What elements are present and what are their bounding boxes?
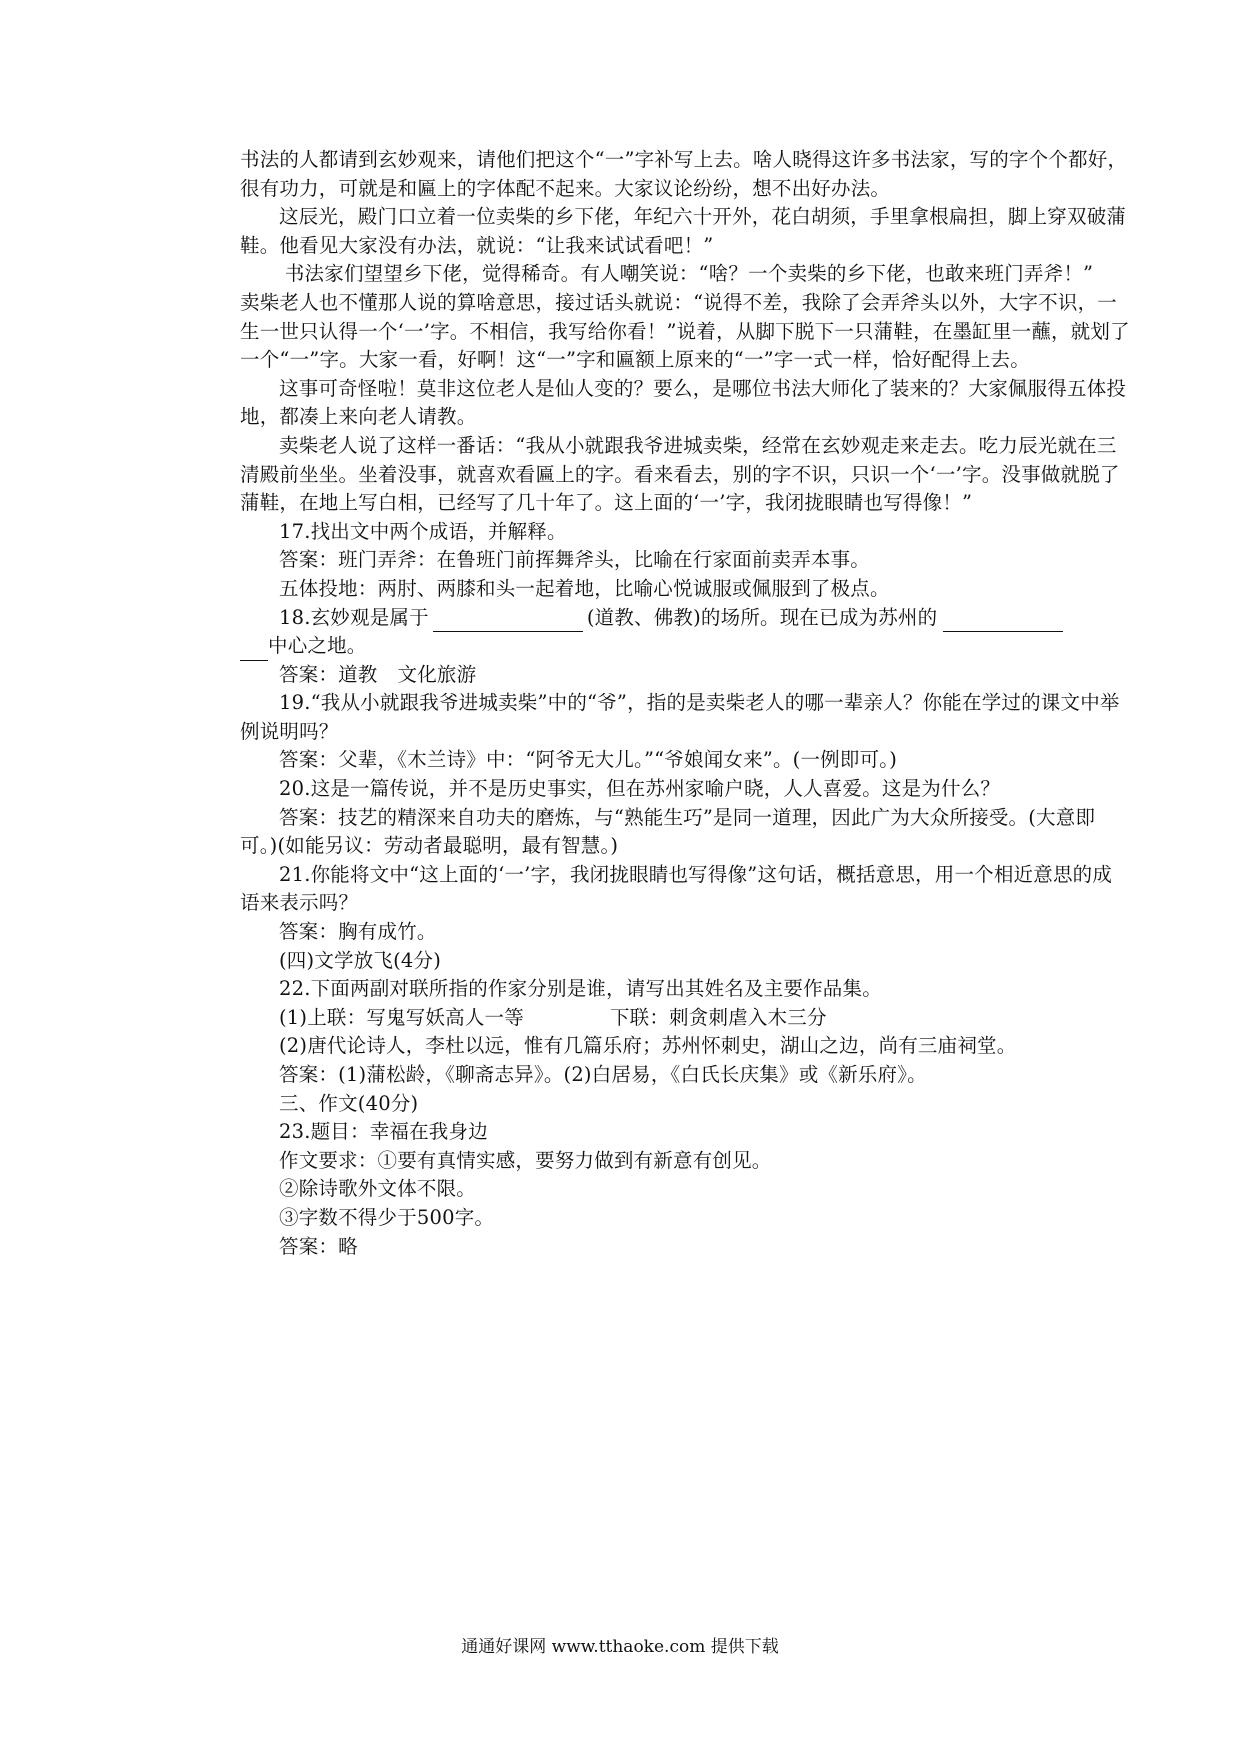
question-17: 17.找出文中两个成语，并解释。 xyxy=(279,519,567,543)
page-footer: 通通好课网 www.tthaoke.com 提供下载 xyxy=(461,1637,779,1657)
answer-blank-2-continued[interactable] xyxy=(240,638,268,661)
answer-blank-1[interactable] xyxy=(433,609,583,632)
essay-requirement-3: ③字数不得少于500字。 xyxy=(279,1205,495,1229)
story-paragraph-3: 书法家们望望乡下佬，觉得稀奇。有人嘲笑说：“啥？一个卖柴的乡下佬，也敢来班门弄斧！” xyxy=(284,262,1094,286)
answer-18 xyxy=(240,661,1130,690)
couplet-2: (2)唐代论诗人，李杜以远，惟有几篇乐府；苏州怀刺史，湖山之边，尚有三庙祠堂。 xyxy=(279,1034,1017,1058)
answer-19: 答案：父辈，《木兰诗》中：“阿爷无大儿。”“爷娘闻女来”。(一例即可。) xyxy=(279,748,898,772)
story-paragraph-6: 卖柴老人说了这样一番话：“我从小就跟我爷进城卖柴，经常在玄妙观走来走去。吃力辰光就在三清殿前坐坐。坐着没事，就喜欢看匾上的字。看来看去，别的字不识，只识一个‘一’字。没事做就脱了蒲鞋，在地上写白相，已经写了几十年了。这上面的‘一’字，我闭拢眼睛也写得像！” xyxy=(240,433,1120,515)
story-paragraph-2: 这辰光，殿门口立着一位卖柴的乡下佬，年纪六十开外，花白胡须，手里拿根扁担，脚上穿双破蒲鞋。他看见大家没有办法，就说：“让我来试试看吧！” xyxy=(240,205,1127,257)
answer-21: 答案：胸有成竹。 xyxy=(279,920,437,944)
couplet-1 xyxy=(240,1004,1130,1033)
answer-17-line-1: 答案：班门弄斧：在鲁班门前挥舞斧头，比喻在行家面前卖弄本事。 xyxy=(279,548,871,572)
question-18-part-c: 中心之地。 xyxy=(268,634,367,658)
question-18-part-a: 18.玄妙观是属于 xyxy=(279,605,429,629)
question-21: 21.你能将文中“这上面的‘一’字，我闭拢眼睛也写得像”这句话，概括意思，用一个相近意思的成语来表示吗？ xyxy=(240,862,1113,915)
question-22: 22.下面两副对联所指的作家分别是谁，请写出其姓名及主要作品集。 xyxy=(279,977,882,1001)
answer-17-line-2: 五体投地：两肘、两膝和头一起着地，比喻心悦诚服或佩服到了极点。 xyxy=(279,576,890,600)
answer-blank-2[interactable] xyxy=(943,609,1063,632)
story-paragraph-1: 书法的人都请到玄妙观来，请他们把这个“一”字补写上去。啥人晓得这许多书法家，写的字个个都好，很有功力，可就是和匾上的字体配不起来。大家议论纷纷，想不出好办法。 xyxy=(240,148,1128,200)
essay-requirement-1: 作文要求：①要有真情实感，要努力做到有新意有创见。 xyxy=(279,1148,772,1172)
section-heading-essay: 三、作文(40分) xyxy=(279,1091,419,1115)
document-page xyxy=(240,146,1130,1261)
question-19: 19.“我从小就跟我爷进城卖柴”中的“爷”，指的是卖柴老人的哪一辈亲人？你能在学过的课文中举例说明吗？ xyxy=(240,691,1120,743)
couplet-1-upper: (1)上联：写鬼写妖高人一等 xyxy=(279,1005,524,1029)
essay-requirement-2: ②除诗歌外文体不限。 xyxy=(279,1177,477,1201)
answer-18-second: 文化旅游 xyxy=(397,662,477,686)
question-23: 23.题目：幸福在我身边 xyxy=(279,1120,488,1144)
story-paragraph-5: 这事可奇怪啦！莫非这位老人是仙人变的？要么，是哪位书法大师化了装来的？大家佩服得五体投地，都凑上来向老人请教。 xyxy=(240,376,1127,429)
section-heading-literature: (四)文学放飞(4分) xyxy=(279,948,442,972)
answer-22: 答案：(1)蒲松龄，《聊斋志异》。(2)白居易，《白氏长庆集》或《新乐府》。 xyxy=(279,1063,927,1086)
question-18-part-b: (道教、佛教)的场所。现在已成为苏州的 xyxy=(586,605,938,629)
answer-23: 答案：略 xyxy=(279,1234,358,1258)
answer-18-first: 答案：道教 xyxy=(279,662,378,686)
question-20: 20.这是一篇传说，并不是历史事实，但在苏州家喻户晓，人人喜爱。这是为什么？ xyxy=(279,777,1001,801)
couplet-1-lower: 下联：刺贪刺虐入木三分 xyxy=(609,1005,827,1029)
answer-20: 答案：技艺的精深来自功夫的磨炼，与“熟能生巧”是同一道理，因此广为大众所接受。(大意即可。)(如能另议：劳动者最聪明，最有智慧。) xyxy=(240,805,1096,858)
story-paragraph-4: 卖柴老人也不懂那人说的算啥意思，接过话头就说：“说得不差，我除了会弄斧头以外，大字不识，一生一世只认得一个‘一’字。不相信，我写给你看！”说着，从脚下脱下一只蒲鞋，在墨缸里一蘸，就划了一个“一”字。大家一看，好啊！这“一”字和匾额上原来的“一”字一式一样，恰好配得上去。 xyxy=(240,290,1130,372)
question-18 xyxy=(240,604,1130,661)
